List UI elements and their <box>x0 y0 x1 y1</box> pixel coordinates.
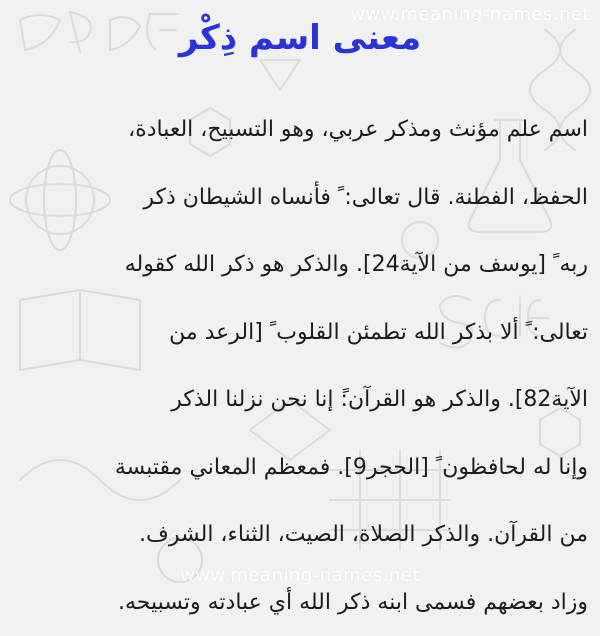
meaning-line: ربه ً [يوسف من الآية24]. والذكر هو ذكر الله كقوله <box>12 231 588 299</box>
meaning-line: وإنا له لحافظون ً [الحجر9]. فمعظم المعاني مقتبسة <box>12 434 588 502</box>
site-watermark: www.meaning-names.net <box>350 4 590 25</box>
meaning-line: الحفظ، الفطنة. قال تعالى: ً فأنساه الشيطان ذكر <box>12 164 588 232</box>
meaning-line: وزاد بعضهم فسمى ابنه ذكر الله أي عبادته وتسبيحه. <box>12 569 588 636</box>
meaning-line: اسم علم مؤنث ومذكر عربي، وهو التسبيح، العبادة، <box>12 96 588 164</box>
meaning-line: الآية82]. والذكر هو القرآن:ً إنا نحن نزلنا الذكر <box>12 366 588 434</box>
meaning-line: تعالى: ً ألا بذكر الله تطمئن القلوب ً [الرعد من <box>12 299 588 367</box>
meaning-paragraph <box>12 96 588 636</box>
meaning-line: من القرآن. والذكر الصلاة، الصيت، الثناء، الشرف. <box>12 501 588 569</box>
page-title: معنى اسم ذِكْر <box>0 18 600 58</box>
site-watermark-bottom: www.meaning-names.net <box>180 565 420 586</box>
